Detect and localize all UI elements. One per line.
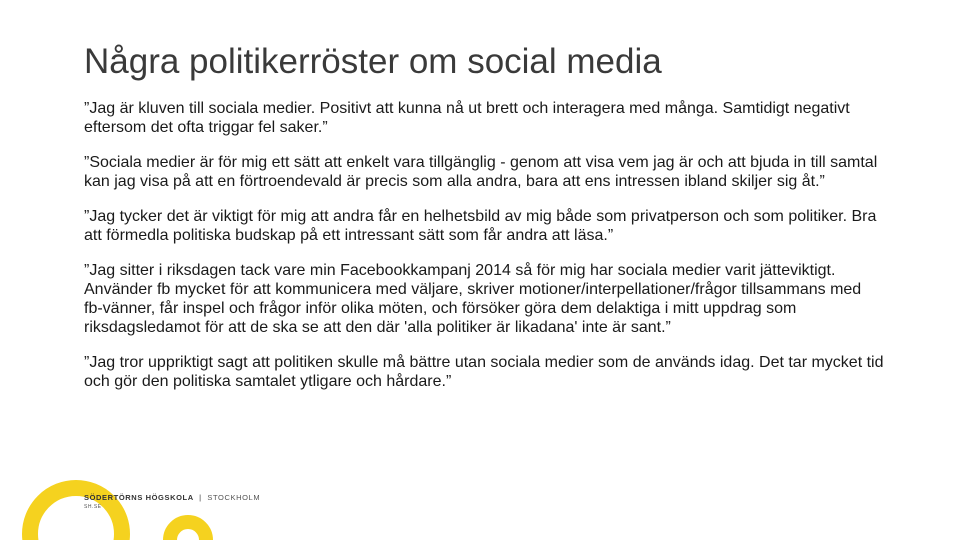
logo-wordmark xyxy=(84,493,260,502)
logo-separator: | xyxy=(199,493,202,502)
quote-4: ”Jag sitter i riksdagen tack vare min Facebookkampanj 2014 så för mig har sociala medier varit jätteviktigt. Använder fb mycket för att kommunicera med väljare, skriver motioner/interpellationer/frågor tillsammans med fb-vänner, får inspel och frågor inför olika möten, och försöker göra dem delaktiga i mitt uppdrag som riksdagsledamot för att de ska se att den där 'alla politiker är likadana' inte är sant.” xyxy=(84,262,862,336)
university-logo xyxy=(0,448,300,540)
quote-2: ”Sociala medier är för mig ett sätt att enkelt vara tillgänglig - genom att visa vem jag är och att bjuda in till samtal kan jag visa på att en förtroendevald är precis som alla andra, bara att ens intressen ibland skiljer sig åt.” xyxy=(84,154,878,190)
quote-3: ”Jag tycker det är viktigt för mig att andra får en helhetsbild av mig både som privatperson och som politiker. Bra att förmedla politiska budskap på ett intressant sätt som får andra att läsa.” xyxy=(84,208,877,244)
logo-domain: SH.SE xyxy=(84,504,102,510)
logo-name: SÖDERTÖRNS HÖGSKOLA xyxy=(84,493,194,502)
logo-city: STOCKHOLM xyxy=(207,493,261,502)
logo-ring-small xyxy=(170,522,206,540)
slide-title: Några politikerröster om social media xyxy=(84,42,662,81)
quote-5: ”Jag tror uppriktigt sagt att politiken skulle må bättre utan sociala medier som de används idag. Det tar mycket tid och gör den politiska samtalet ytligare och hårdare.” xyxy=(84,354,884,390)
quote-list xyxy=(84,99,884,407)
quote-1: ”Jag är kluven till sociala medier. Positivt att kunna nå ut brett och interagera med många. Samtidigt negativt eftersom det ofta triggar fel saker.” xyxy=(84,100,850,136)
